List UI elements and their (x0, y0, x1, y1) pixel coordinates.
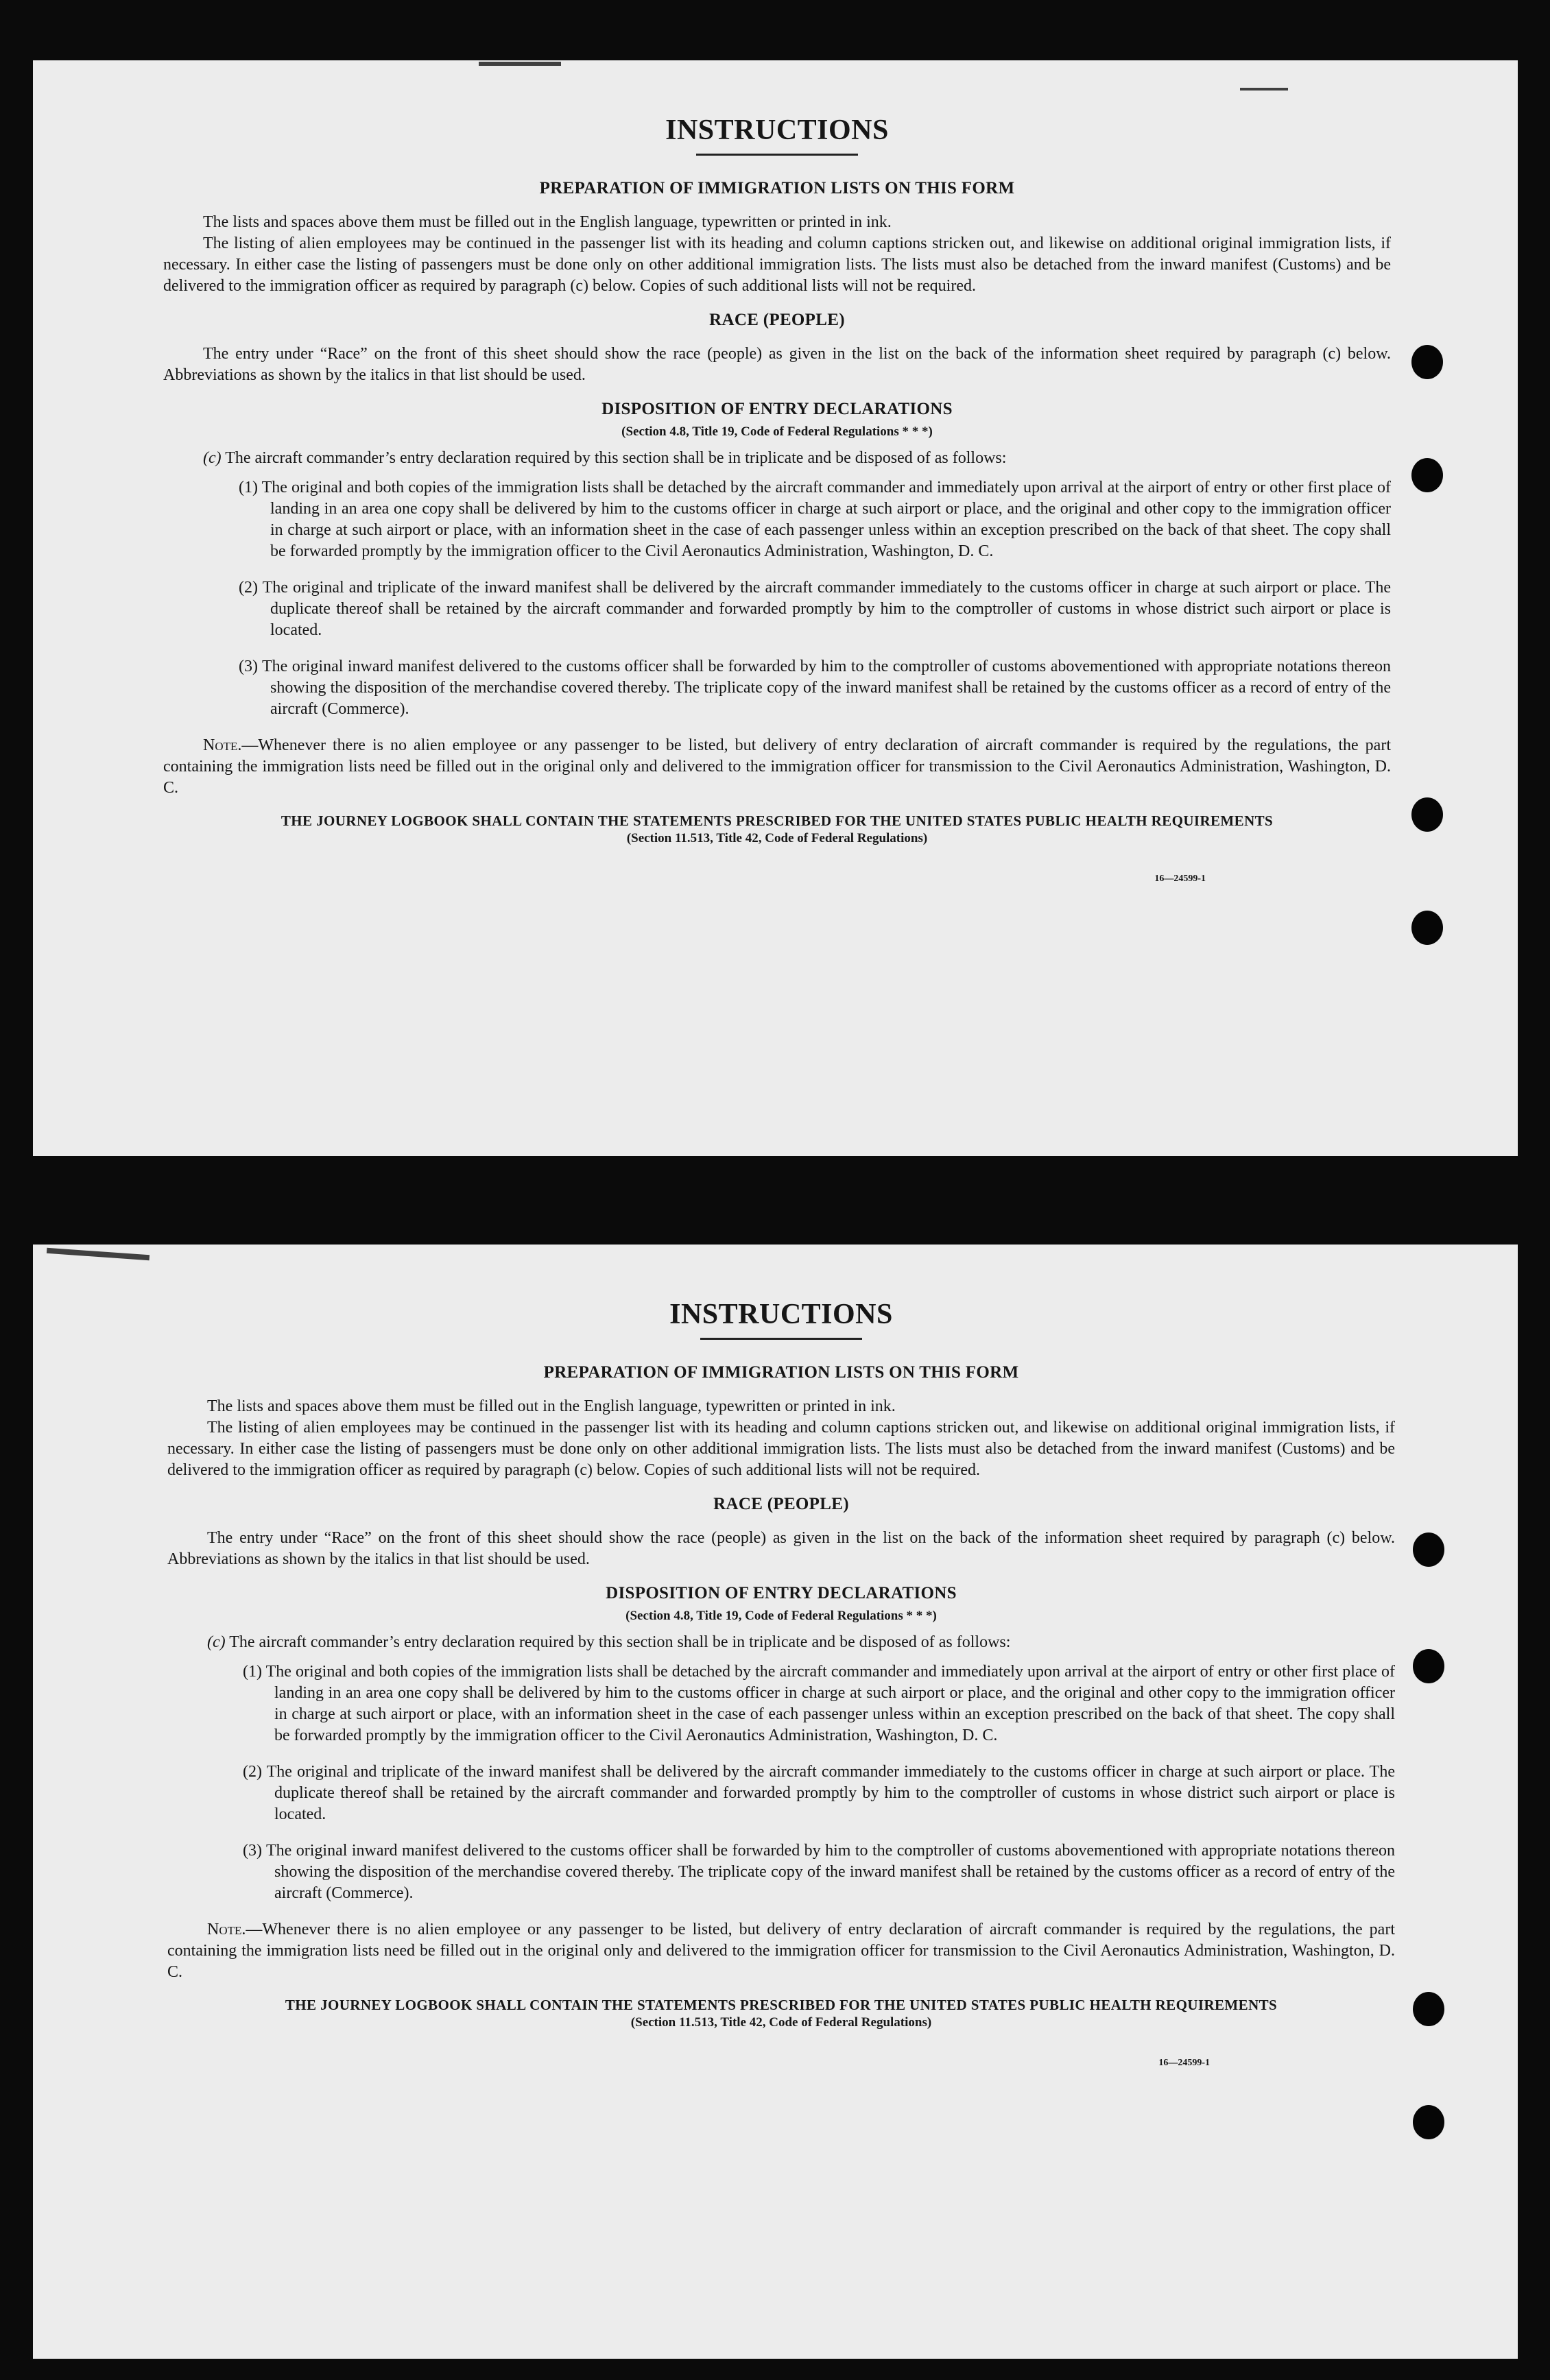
clause-c-label: (c) (207, 1633, 226, 1651)
section-heading-preparation: PREPARATION OF IMMIGRATION LISTS ON THIS FORM (543, 1363, 1019, 1382)
paragraph-race: The entry under “Race” on the front of this sheet should show the race (people) as given in the list on the back of the information sheet required by paragraph (c) below. Abbreviations as shown by the italics in that list should be used. (167, 1529, 1395, 1568)
paragraph-fill-out: The lists and spaces above them must be filled out in the English language, typewritten or printed in ink. (203, 213, 892, 231)
punch-hole (1411, 345, 1443, 379)
clause-c (207, 1632, 1395, 1653)
logbook-citation: (Section 11.513, Title 42, Code of Federal Regulations) (626, 831, 928, 845)
title-underline (696, 154, 858, 156)
punch-hole (1413, 1649, 1444, 1683)
list-item-3: (3) The original inward manifest delivered to the customs officer shall be forwarded by him to the comptroller of customs abovementioned with appropriate notations thereon showing the disposition of the merchandise covered thereby. The triplicate copy of the inward manifest shall be retained by the customs officer as a record of entry of the aircraft (Commerce). (239, 658, 1391, 718)
note-label: Note.— (203, 736, 259, 754)
instruction-sheet-top (33, 60, 1518, 1156)
form-number: 16—24599-1 (1158, 2058, 1210, 2068)
page-title: INSTRUCTIONS (665, 115, 889, 146)
note-label: Note.— (207, 1921, 263, 1938)
punch-hole (1411, 797, 1443, 832)
list-item-1: (1) The original and both copies of the immigration lists shall be detached by the aircraft commander and immediately upon arrival at the airport of entry or other first place of landing in an area one copy shall be delivered by him to the customs officer in charge at such airport or place, and the original and other copy to the immigration officer in charge at such airport or place, with an information sheet in the case of each passenger unless within an exception prescribed on the back of that sheet. The copy shall be forwarded promptly by the immigration officer to the Civil Aeronautics Administration, Washington, D. C. (239, 479, 1391, 560)
clause-c (203, 448, 1391, 469)
clause-c-label: (c) (203, 449, 222, 467)
section-heading-race: RACE (PEOPLE) (713, 1495, 849, 1513)
page-title: INSTRUCTIONS (669, 1299, 893, 1330)
punch-hole (1413, 2105, 1444, 2139)
note-text: Whenever there is no alien employee or any passenger to be listed, but delivery of entry declaration of aircraft commander is required by the regulations, the part containing the immigration lists need be filled out in the original only and delivered to the immigration officer for transmission to the Civil Aeronautics Administration, Washington, D. C. (167, 1921, 1395, 1981)
sheet-content (167, 1298, 1395, 2069)
scan-mark (479, 62, 561, 66)
logbook-requirement: THE JOURNEY LOGBOOK SHALL CONTAIN THE STATEMENTS PRESCRIBED FOR THE UNITED STATES PUBLIC HEALTH REQUIREMENTS (281, 813, 1274, 829)
section-heading-disposition: DISPOSITION OF ENTRY DECLARATIONS (606, 1584, 957, 1602)
list-item-2: (2) The original and triplicate of the inward manifest shall be delivered by the aircraft commander immediately to the customs officer in charge at such airport or place. The duplicate thereof shall be retained by the aircraft commander and forwarded promptly by him to the comptroller of customs in whose district such airport or place is located. (243, 1763, 1395, 1823)
punch-hole (1411, 911, 1443, 945)
title-underline (700, 1338, 862, 1340)
paragraph-listing: The listing of alien employees may be continued in the passenger list with its heading and column captions stricken out, and likewise on additional original immigration lists, if necessary. In either case the listing of passengers must be done only on other additional immigration lists. The lists must also be detached from the inward manifest (Customs) and be delivered to the immigration officer as required by paragraph (c) below. Copies of such additional lists will not be required. (167, 1419, 1395, 1479)
scan-mark (47, 1248, 150, 1260)
section-citation: (Section 4.8, Title 19, Code of Federal Regulations * * *) (625, 1609, 937, 1623)
note-paragraph (163, 735, 1391, 799)
sheet-content (163, 114, 1391, 885)
clause-c-text: The aircraft commander’s entry declaration required by this section shall be in triplicate and be disposed of as follows: (225, 449, 1007, 467)
section-heading-preparation: PREPARATION OF IMMIGRATION LISTS ON THIS FORM (539, 179, 1015, 197)
note-paragraph (167, 1919, 1395, 1983)
punch-hole (1413, 1992, 1444, 2026)
paragraph-race: The entry under “Race” on the front of this sheet should show the race (people) as given in the list on the back of the information sheet required by paragraph (c) below. Abbreviations as shown by the italics in that list should be used. (163, 345, 1391, 384)
section-heading-disposition: DISPOSITION OF ENTRY DECLARATIONS (601, 400, 953, 418)
list-item-3: (3) The original inward manifest delivered to the customs officer shall be forwarded by him to the comptroller of customs abovementioned with appropriate notations thereon showing the disposition of the merchandise covered thereby. The triplicate copy of the inward manifest shall be retained by the customs officer as a record of entry of the aircraft (Commerce). (243, 1842, 1395, 1902)
paragraph-fill-out: The lists and spaces above them must be filled out in the English language, typewritten or printed in ink. (207, 1397, 896, 1415)
punch-hole (1413, 1532, 1444, 1567)
scan-mark (1240, 88, 1288, 91)
section-heading-race: RACE (PEOPLE) (709, 311, 845, 329)
clause-c-text: The aircraft commander’s entry declaration required by this section shall be in triplicate and be disposed of as follows: (229, 1633, 1011, 1651)
list-item-2: (2) The original and triplicate of the inward manifest shall be delivered by the aircraft commander immediately to the customs officer in charge at such airport or place. The duplicate thereof shall be retained by the aircraft commander and forwarded promptly by him to the comptroller of customs in whose district such airport or place is located. (239, 579, 1391, 639)
paragraph-listing: The listing of alien employees may be continued in the passenger list with its heading and column captions stricken out, and likewise on additional original immigration lists, if necessary. In either case the listing of passengers must be done only on other additional immigration lists. The lists must also be detached from the inward manifest (Customs) and be delivered to the immigration officer as required by paragraph (c) below. Copies of such additional lists will not be required. (163, 235, 1391, 295)
form-number: 16—24599-1 (1154, 874, 1206, 884)
logbook-citation: (Section 11.513, Title 42, Code of Federal Regulations) (630, 2015, 932, 2030)
section-citation: (Section 4.8, Title 19, Code of Federal Regulations * * *) (621, 424, 933, 439)
note-text: Whenever there is no alien employee or any passenger to be listed, but delivery of entry declaration of aircraft commander is required by the regulations, the part containing the immigration lists need be filled out in the original only and delivered to the immigration officer for transmission to the Civil Aeronautics Administration, Washington, D. C. (163, 736, 1391, 797)
punch-hole (1411, 458, 1443, 492)
instruction-sheet-bottom (33, 1245, 1518, 2359)
list-item-1: (1) The original and both copies of the immigration lists shall be detached by the aircraft commander and immediately upon arrival at the airport of entry or other first place of landing in an area one copy shall be delivered by him to the customs officer in charge at such airport or place, and the original and other copy to the immigration officer in charge at such airport or place, with an information sheet in the case of each passenger unless within an exception prescribed on the back of that sheet. The copy shall be forwarded promptly by the immigration officer to the Civil Aeronautics Administration, Washington, D. C. (243, 1663, 1395, 1744)
logbook-requirement: THE JOURNEY LOGBOOK SHALL CONTAIN THE STATEMENTS PRESCRIBED FOR THE UNITED STATES PUBLIC HEALTH REQUIREMENTS (285, 1997, 1278, 2013)
